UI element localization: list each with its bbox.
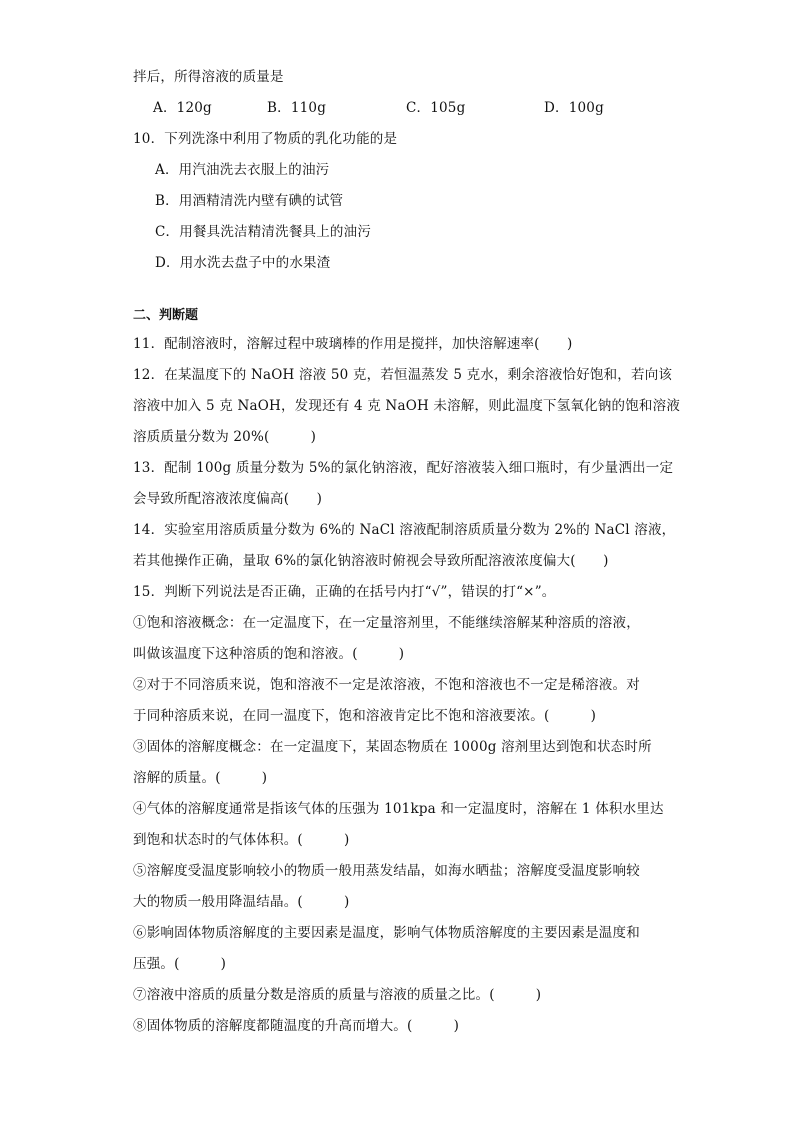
question-10-option-a: A．用汽油洗去衣服上的油污 (155, 162, 330, 178)
question-9-options (133, 93, 673, 124)
question-9-option-d: D．100g (544, 100, 604, 116)
judgment-line: 压强。( ) (133, 956, 227, 972)
question-9-option-b: B．110g (267, 100, 327, 116)
judgment-line: 溶液中加入 5 克 NaOH，发现还有 4 克 NaOH 未溶解，则此温度下氢氧化钠的饱和溶液 (133, 398, 681, 414)
question-9-option-a: A．120g (153, 100, 212, 116)
question-9-option-c: C．105g (406, 100, 466, 116)
judgment-line: 于同种溶质来说，在同一温度下，饱和溶液肯定比不饱和溶液要浓。( ) (133, 708, 597, 724)
judgment-line: 到饱和状态时的气体体积。( ) (133, 832, 350, 848)
judgment-line: 会导致所配溶液浓度偏高( ) (133, 491, 323, 507)
judgment-line: ⑥影响固体物质溶解度的主要因素是温度，影响气体物质溶解度的主要因素是温度和 (133, 925, 640, 941)
judgment-line: ⑧固体物质的溶解度都随温度的升高而增大。( ) (133, 1018, 460, 1034)
judgment-line: ⑤溶解度受温度影响较小的物质一般用蒸发结晶，如海水晒盐；溶解度受温度影响较 (133, 863, 640, 879)
question-10-option-c: C．用餐具洗洁精清洗餐具上的油污 (155, 224, 372, 240)
judgment-line: ③固体的溶解度概念：在一定温度下，某固态物质在 1000g 溶剂里达到饱和状态时所 (133, 739, 652, 755)
question-10-option-b: B．用酒精清洗内壁有碘的试管 (155, 193, 344, 209)
question-9-stem-continuation: 拌后，所得溶液的质量是 (133, 69, 284, 85)
judgment-line: 溶质质量分数为 20%( ) (133, 429, 317, 445)
question-10-stem: 10．下列洗涤中利用了物质的乳化功能的是 (133, 131, 398, 147)
judgment-line: ④气体的溶解度通常是指该气体的压强为 101kpa 和一定温度时，溶解在 1 体积水里达 (133, 801, 664, 817)
judgment-line: 12．在某温度下的 NaOH 溶液 50 克，若恒温蒸发 5 克水，剩余溶液恰好饱和，若向该 (133, 367, 673, 383)
judgment-line: 大的物质一般用降温结晶。( ) (133, 894, 350, 910)
judgment-line: 叫做该温度下这种溶质的饱和溶液。( ) (133, 646, 405, 662)
section-gap (133, 279, 673, 303)
judgment-line: 溶解的质量。( ) (133, 770, 268, 786)
judgment-line: 11．配制溶液时，溶解过程中玻璃棒的作用是搅拌，加快溶解速率( ) (133, 336, 573, 352)
judgment-line: 14．实验室用溶质质量分数为 6%的 NaCl 溶液配制溶质质量分数为 2%的 NaCl 溶液， (133, 522, 676, 538)
judgment-line: ⑦溶液中溶质的质量分数是溶质的质量与溶液的质量之比。( ) (133, 987, 542, 1003)
judgment-line: 若其他操作正确，量取 6%的氯化钠溶液时俯视会导致所配溶液浓度偏大( ) (133, 553, 609, 569)
judgment-line: 13．配制 100g 质量分数为 5%的氯化钠溶液，配好溶液装入细口瓶时，有少量洒出一定 (133, 460, 674, 476)
judgment-line: ①饱和溶液概念：在一定温度下，在一定量溶剂里，不能继续溶解某种溶质的溶液， (133, 615, 640, 631)
question-10-option-d: D．用水洗去盘子中的水果渣 (155, 255, 331, 271)
document-page (133, 62, 681, 1042)
section-2-title: 二、判断题 (133, 308, 199, 323)
judgment-line: 15．判断下列说法是否正确，正确的在括号内打“√”，错误的打“×”。 (133, 584, 556, 600)
judgment-line: ②对于不同溶质来说，饱和溶液不一定是浓溶液，不饱和溶液也不一定是稀溶液。对 (133, 677, 640, 693)
